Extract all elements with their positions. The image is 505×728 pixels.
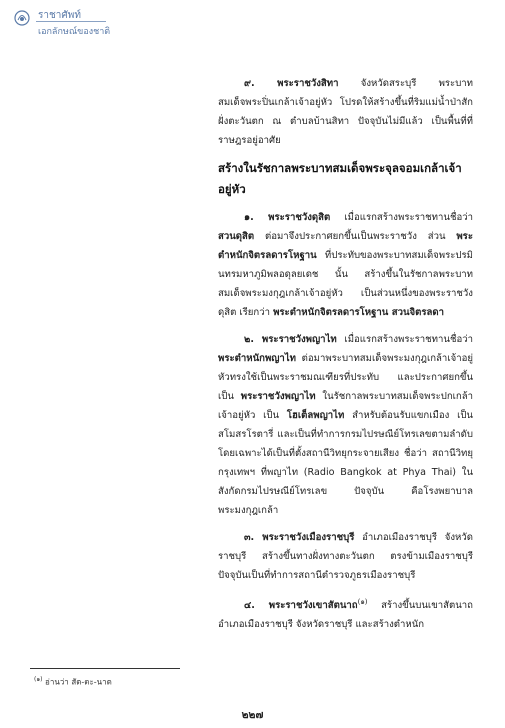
paragraph-1 <box>218 208 473 322</box>
paragraph-2-text-a: เมื่อแรกสร้างพระราชทานชื่อว่า <box>336 334 473 345</box>
paragraph-3-title: ๓. พระราชวังเมืองราชบุรี <box>244 532 355 543</box>
header-rule <box>36 21 106 22</box>
paragraph-1-bold-a: สวนดุสิต <box>218 231 255 242</box>
paragraph-9 <box>218 74 473 150</box>
paragraph-3 <box>218 528 473 585</box>
footnote-divider <box>30 668 180 669</box>
paragraph-4 <box>218 593 473 634</box>
footnote <box>34 674 112 689</box>
footnote-mark: (๑) <box>34 676 43 683</box>
paragraph-2-text-b: ต่อมาพระบาทสมเด็จพระมงกุฎเกล้าเจ้าอยู่หัวทรงใช้เป็นพระราชมณเฑียรที่ประทับ และประกาศยกขึ้นเป็น <box>218 353 473 402</box>
section-title: สร้างในรัชกาลพระบาทสมเด็จพระจุลจอมเกล้าเจ้าอยู่หัว <box>218 161 462 196</box>
header-subtitle: เอกลักษณ์ของชาติ <box>38 27 111 37</box>
paragraph-1-title: ๑. พระราชวังดุสิต <box>244 212 331 223</box>
page-header <box>8 6 158 40</box>
paragraph-1-bold-c: พระตำหนักจิตรลดารโหฐาน สวนจิตรลดา <box>273 307 445 318</box>
paragraph-1-text-b: ต่อมาจึงประกาศยกขึ้นเป็นพระราชวัง ส่วน <box>254 231 457 242</box>
footnote-ref[interactable]: (๑) <box>357 598 368 606</box>
paragraph-2 <box>218 330 473 520</box>
emblem-icon <box>12 8 32 28</box>
paragraph-4-text: สร้างขึ้นบนเขาสัตนาถ อำเภอเมืองราชบุรี จังหวัดราชบุรี และสร้างตำหนัก <box>218 600 473 631</box>
paragraph-1-bold-b: พระตำหนักจิตรลดารโหฐาน <box>218 231 473 261</box>
paragraph-2-title: ๒. พระราชวังพญาไท <box>244 334 337 345</box>
body-text <box>218 74 473 642</box>
paragraph-2-bold-b: พระราชวังพญาไท <box>240 391 316 402</box>
paragraph-2-text-d: สำหรับต้อนรับแขกเมือง เป็นสโมสรโรตารี่ และเป็นที่ทำการกรมไปรษณีย์โทรเลขตามลำดับ โดยเฉพาะได้เป็นที่ตั้งสถานีวิทยุกระจายเสียง ชื่อว่า สถานีวิทยุกรุงเทพฯ ที่พญาไท (Radio Bangkok at Phya Thai) ในสังกัดกรมไปรษณีย์โทรเลข ปัจจุบัน คือโรงพยาบาลพระมงกุฎเกล้า <box>218 410 473 516</box>
paragraph-2-bold-c: โฮเต็ลพญาไท <box>286 410 345 421</box>
paragraph-4-title: ๔. พระราชวังเขาสัตนาถ <box>244 600 358 612</box>
paragraph-1-text-c: ที่ประทับของพระบาทสมเด็จพระปรมินทรมหาภูมิพลอดุลยเดช นั้น สร้างขึ้นในรัชกาลพระบาทสมเด็จพระมงกุฎเกล้าเจ้าอยู่หัว เป็นส่วนหนึ่งของพระราชวังดุสิต เรียกว่า <box>218 250 473 318</box>
page-number: ๒๒๗ <box>241 709 264 721</box>
paragraph-2-bold-a: พระตำหนักพญาไท <box>218 353 296 364</box>
paragraph-3-text: อำเภอเมืองราชบุรี จังหวัดราชบุรี สร้างขึ้นทางฝั่งทางตะวันตก ตรงข้ามเมืองราชบุรี ปัจจุบันเป็นที่ทำการสถานีตำรวจภูธรเมืองราชบุรี <box>218 532 473 581</box>
paragraph-9-text: จังหวัดสระบุรี พระบาทสมเด็จพระปิ่นเกล้าเจ้าอยู่หัว โปรดให้สร้างขึ้นที่ริมแม่น้ำป่าสักฝั่งตะวันตก ณ ตำบลบ้านสิทา ปัจจุบันไม่มีแล้ว เป็นพื้นที่ที่ราษฎรอยู่อาศัย <box>218 78 473 146</box>
footnote-text: อ่านว่า สัด-ตะ-นาด <box>45 677 112 687</box>
paragraph-2-text-c: ในรัชกาลพระบาทสมเด็จพระปกเกล้าเจ้าอยู่หัว เป็น <box>218 391 473 421</box>
paragraph-9-title: ๙. พระราชวังสิทา <box>244 78 339 89</box>
header-title: ราชาศัพท์ <box>38 10 81 21</box>
paragraph-1-text-a: เมื่อแรกสร้างพระราชทานชื่อว่า <box>330 212 473 223</box>
